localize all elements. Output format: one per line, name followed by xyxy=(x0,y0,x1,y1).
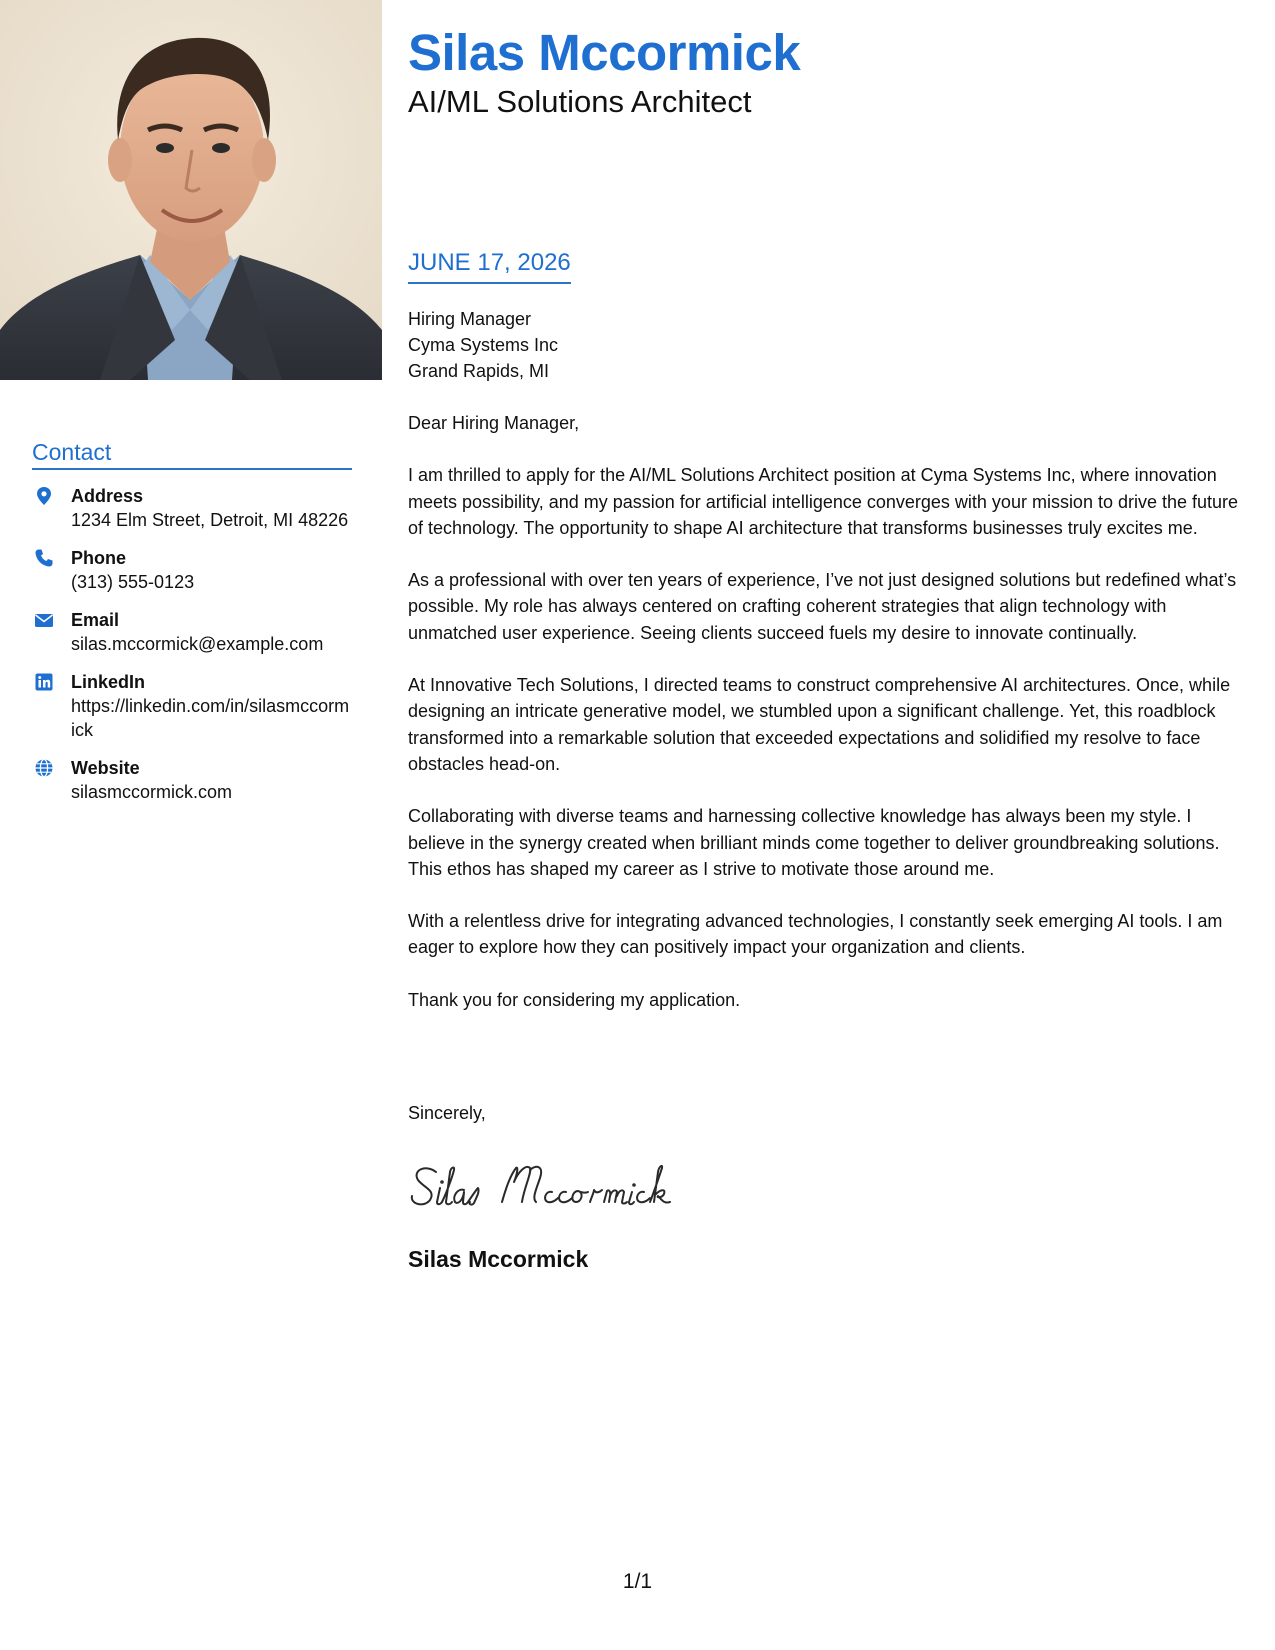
portrait-photo-icon xyxy=(0,0,382,380)
contact-item-phone xyxy=(32,546,352,594)
recipient-line: Cyma Systems Inc xyxy=(408,335,559,355)
contact-item-address xyxy=(32,484,352,532)
page-number: 1/1 xyxy=(622,1570,653,1593)
contact-item-email xyxy=(32,608,352,656)
body-paragraph: At Innovative Tech Solutions, I directed teams to construct comprehensive AI architectures. Once, while designing an intricate generative model, we stumbled upon a significant challenge. Yet, this roadblock transformed into a remarkable solution that exceeded expectations and solidified my resolve to face obstacles head-on. xyxy=(408,675,1231,774)
recipient-block xyxy=(408,306,558,384)
recipient-line: Grand Rapids, MI xyxy=(408,361,550,381)
linkedin-icon xyxy=(34,672,54,692)
email-link[interactable]: silas.mccormick@example.com xyxy=(71,634,324,654)
contact-label: LinkedIn xyxy=(71,672,146,692)
contact-label: Website xyxy=(71,758,140,778)
linkedin-link[interactable]: https://linkedin.com/in/silasmccormick xyxy=(71,696,350,740)
address-value: 1234 Elm Street, Detroit, MI 48226 xyxy=(71,510,349,530)
letter-body xyxy=(408,410,1253,1039)
recipient-line: Hiring Manager xyxy=(408,309,532,329)
map-pin-icon xyxy=(34,486,54,506)
phone-value[interactable]: (313) 555-0123 xyxy=(71,572,195,592)
contact-label: Email xyxy=(71,610,120,630)
body-paragraph: Collaborating with diverse teams and harnessing collective knowledge has always been my style. I believe in the synergy created when brilliant minds come together to deliver groundbreaking solutions. This ethos has shaped my career as I strive to motivate those around me. xyxy=(408,806,1220,879)
handwritten-signature xyxy=(406,1158,676,1216)
candidate-role: AI/ML Solutions Architect xyxy=(408,84,752,119)
candidate-name: Silas Mccormick xyxy=(408,24,801,81)
phone-icon xyxy=(34,548,54,568)
body-paragraph: Thank you for considering my application. xyxy=(408,989,741,1010)
contact-section xyxy=(32,438,352,818)
contact-heading: Contact xyxy=(32,438,352,470)
contact-label: Phone xyxy=(71,548,127,568)
body-paragraph: I am thrilled to apply for the AI/ML Solutions Architect position at Cyma Systems Inc, where innovation meets possibility, and my passion for artificial intelligence converges with your mission to drive the future of technology. The opportunity to shape AI architecture that transforms businesses truly excites me. xyxy=(408,465,1239,538)
body-paragraph: With a relentless drive for integrating advanced technologies, I constantly seek emerging AI tools. I am eager to explore how they can positively impact your organization and clients. xyxy=(408,911,1223,958)
salutation: Dear Hiring Manager, xyxy=(408,413,580,433)
closing: Sincerely, xyxy=(408,1103,486,1123)
envelope-icon xyxy=(34,610,54,630)
globe-icon xyxy=(34,758,54,778)
body-paragraph: As a professional with over ten years of experience, I’ve not just designed solutions but redefined what’s possible. My role has always centered on crafting coherent strategies that align technology with unmatched user experience. Seeing clients succeed fuels my desire to innovate continually. xyxy=(408,570,1237,643)
contact-item-linkedin xyxy=(32,670,352,742)
letter-date: JUNE 17, 2026 xyxy=(408,248,571,284)
contact-item-website xyxy=(32,756,352,804)
website-link[interactable]: silasmccormick.com xyxy=(71,782,233,802)
signer-name: Silas Mccormick xyxy=(408,1246,589,1272)
profile-photo xyxy=(0,0,382,380)
contact-label: Address xyxy=(71,486,144,506)
